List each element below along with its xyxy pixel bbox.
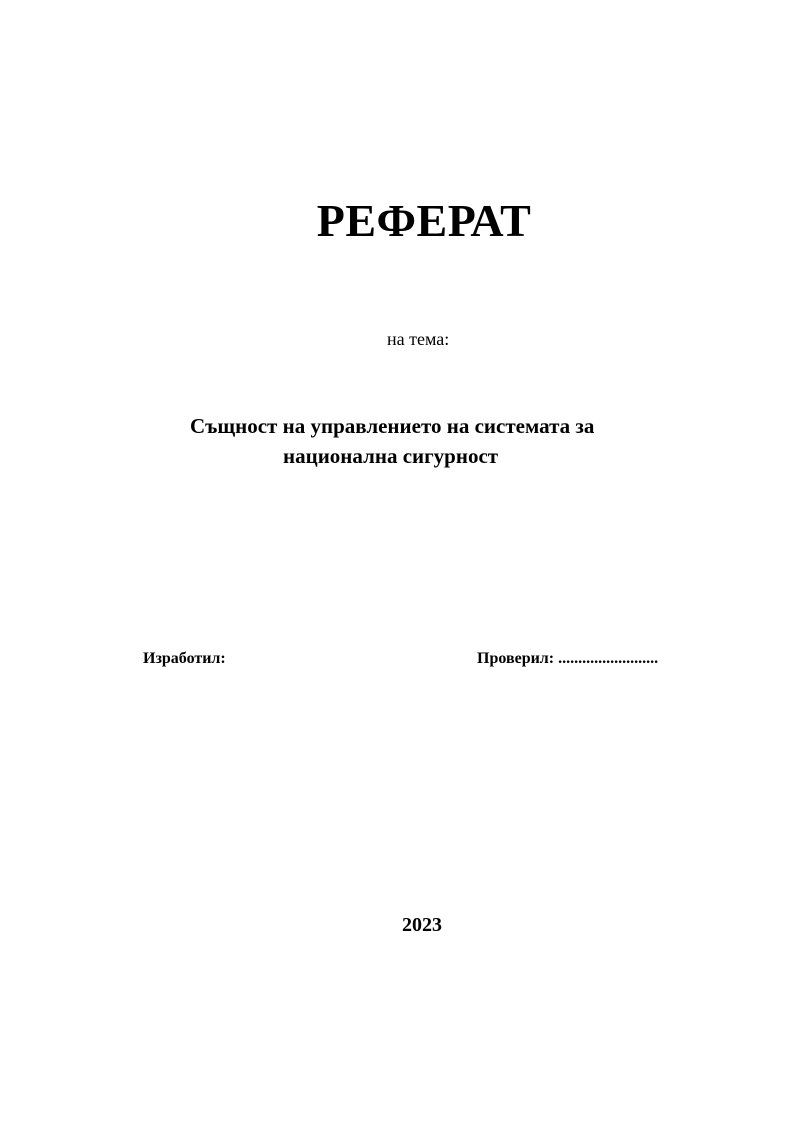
document-year: 2023 — [402, 914, 442, 936]
author-label: Изработил: — [143, 650, 226, 667]
topic-line-1: Същност на управлението на системата за — [190, 414, 595, 438]
topic-line-2: национална сигурност — [283, 444, 499, 468]
document-title: РЕФЕРАТ — [316, 195, 532, 246]
reviewer-label: Проверил: ......................... — [477, 650, 659, 667]
document-subtitle: на тема: — [387, 329, 450, 349]
